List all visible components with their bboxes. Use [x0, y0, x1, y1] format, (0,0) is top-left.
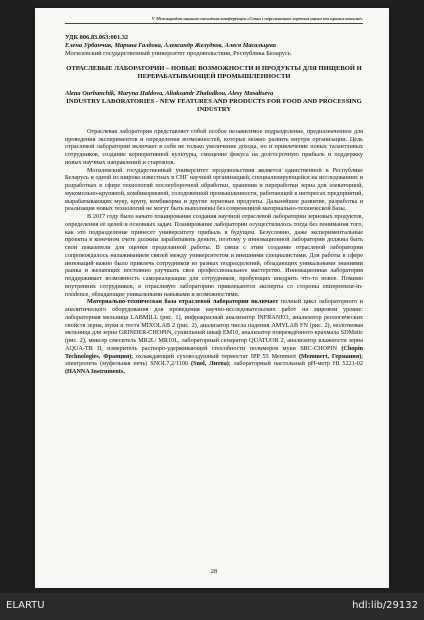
- paragraph-4-bold-4: (Snol, Литва): [190, 360, 229, 368]
- paragraph-1: Отраслевая лаборатория представляет собой особое независимое подразделение, предназначенное для проведения экспериментов и определения возможностей, которые можно развить внутри организации. Цель отраслевой лаборатории включает в себя не только увеличение дохода, но и привлечение новых талантливых сотрудников, создание корпоративной культуры, смещение фокуса на долгосрочную прибыль и поддержку новых научных направлений и стартапов.: [65, 127, 363, 166]
- footer-left-label: ELARTU: [6, 600, 45, 611]
- authors-en: Alena Ourbanchik, Maryna Haldova, Aliaksandr Zhaludkou, Alesy Masaltseva: [65, 90, 274, 98]
- paragraph-4-text-3: ; электропечь (муфельная печь) SNOL7,2/1100: [65, 352, 364, 368]
- paragraph-2: Могилевский государственный университет продовольствия является единственной в Республике Беларусь и одной из широко известных в СНГ научной организацией, специализирующейся на исследованиях и разработках в сфере технологий послеуборочной обработки, хранения и переработки зерна для элеваторной, мукомольно-крупяной, комбикормовой, солодовенной промышленности, работающей в интересах предприятий, вырабатывающих муку, крупу, комбикорма и другие зерновые продукты. Дальнейшее развитие, разработка и реализация новых технологий не могут быть выполнены без современной материально-технической базы.: [65, 166, 363, 213]
- footer-right-label: hdl:lib/29132: [352, 600, 418, 611]
- title-en: INDUSTRY LABORATORIES - NEW FEATURES AND PRODUCTS FOR FOOD AND PROCESSING INDUSTRY: [66, 97, 362, 113]
- paragraph-4-text-4: ; лабораторный настольный pH-метр HI 5221-02: [228, 360, 363, 368]
- authors-ru: Елена Урбанчик, Марина Галдова, Александр Желудков, Алеся Масальцева: [65, 42, 276, 49]
- paragraph-3: В 2017 году было начато планирование создания научной отраслевой лаборатории зерновых продуктов, определения её целей и основных задач. Планирование лаборатории осуществлялось тогда без понимания того, как это подразделение принесет университету прибыль в будущем. Безусловно, даже экспериментальные проекты в конечном счете должны зарабатывать деньги, поэтому у инновационной лаборатории должны быть свои показатели для оценки проделанной работы. В связи с этим создание отраслевой лаборатории сопровождалось налаживанием связей между университетом и внешними специалистами. Для работы в сфере инноваций важно было привлечь сотрудников из разных подразделений, обладающих уникальными знаниями рынка и желающих постоянно улучшать свое профессиональное мастерство. Инновационная лаборатория поддерживает возможность самореализации для сотрудников, пробующих внедрить что-то новое. Помимо внутренних сотрудников, в отраслевую лабораторию привлекаются эксперты со стороны entrepreneur-in-residence, обладающие уникальными навыками и возможностями.: [65, 213, 363, 298]
- udk-code: УДК 006.83.063:001.32: [65, 34, 129, 41]
- page-number: 28: [210, 568, 218, 575]
- page-content: [65, 16, 364, 575]
- paragraph-4-lead: Материально-техническая база отраслевой лаборатории включает: [87, 298, 279, 306]
- paragraph-4: [65, 298, 363, 376]
- document-page: [35, 8, 389, 588]
- organization-ru: Могилевский государственный университет продовольствия, Республика Беларусь: [65, 49, 291, 57]
- conference-header: V Міжнародна науково-технічна конференція «Стан і перспективи харчової науки та промисловості»: [65, 16, 363, 24]
- paragraph-4-bold-2: (Chopin Technologies, Франция): [65, 344, 363, 360]
- footer-bar: [0, 593, 424, 620]
- paragraph-4-text-2: ; охлаждающий суховоздушный термостат IPP 55 Memmert: [131, 352, 299, 360]
- paragraph-4-bold-5: (HANNA Instruments,: [65, 368, 125, 376]
- title-ru: ОТРАСЛЕВЫЕ ЛАБОРАТОРИИ – НОВЫЕ ВОЗМОЖНОСТИ И ПРОДУКТЫ ДЛЯ ПИЩЕВОЙ И ПЕРЕРАБАТЫВАЮЩЕЙ ПРОМЫШЛЕННОСТИ: [66, 65, 362, 81]
- paragraph-4-text: полный цикл лабораторного и аналитического оборудования для проведения научно-исследовательских работ на мировом уровне: лабораторная мельница LABMILL (рис. 1), инфракрасный анализатор INFRANEO, анализатор реологических свойств зерна, муки и теста MIXOLAB 2 (рис. 2), анализатор числа падения AMYLAB FN (рис. 2), молотковая мельница для зерна GRINDER-CHOPIN, сушильный шкаф EM10, анализатор повреждённого крахмала SDMatic (рис. 2), миксер смеситель MR2L/ MR10L, лабораторный сепаратор QUATUOR 2, анализатор влажности зерна AQUA-TR II, измеритель растворо-удерживающей способности полимеров муки SRC-CHOPIN: [65, 298, 363, 352]
- paragraph-4-bold-3: (Memmert, Германия): [298, 352, 362, 360]
